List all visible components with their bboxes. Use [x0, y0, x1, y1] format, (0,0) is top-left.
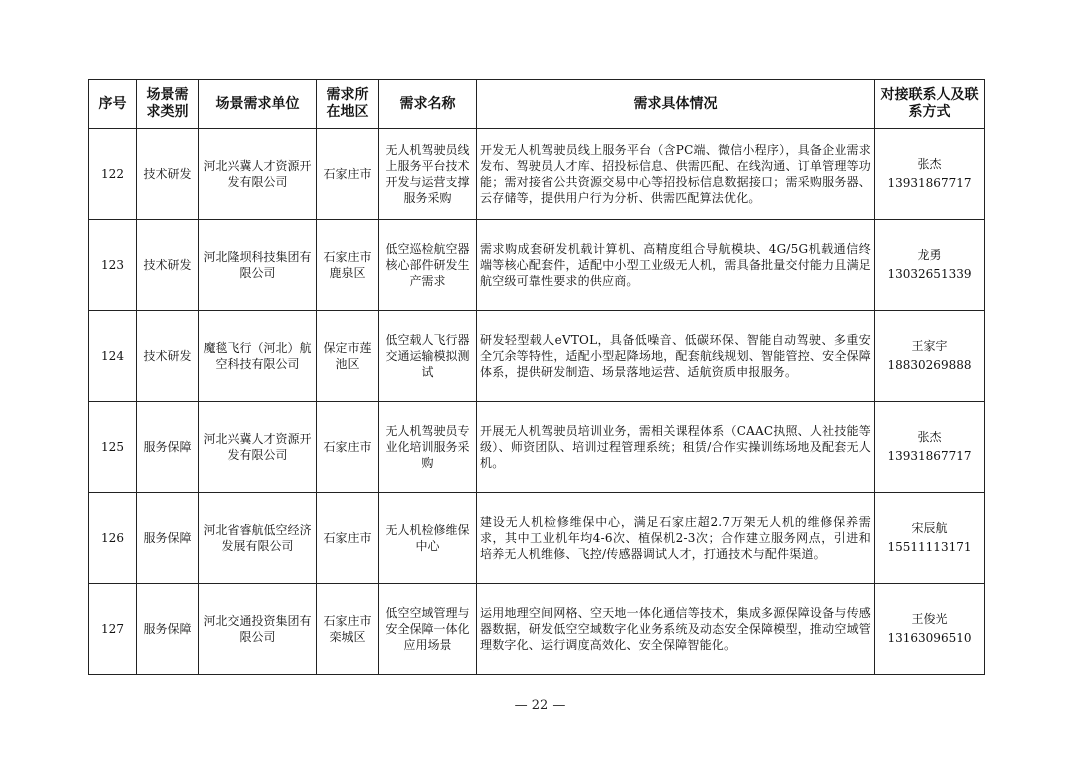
contact-name: 王俊光 — [911, 612, 948, 626]
table-row — [89, 493, 985, 584]
header-unit: 场景需求单位 — [199, 80, 317, 129]
header-category: 场景需求类别 — [137, 80, 199, 129]
page-number: — 22 — — [514, 698, 566, 713]
row-category: 技术研发 — [137, 220, 199, 311]
row-contact — [875, 220, 985, 311]
row-category: 服务保障 — [137, 493, 199, 584]
contact-phone: 13931867717 — [887, 449, 972, 463]
row-detail: 研发轻型载人eVTOL，具备低噪音、低碳环保、智能自动驾驶、多重安全冗余等特性，适配小型起降场地，配套航线规划、智能管控、安全保障体系，提供研发制造、场景落地运营、适航资质申报服务。 — [477, 311, 875, 402]
header-name: 需求名称 — [379, 80, 477, 129]
requirements-table-container — [88, 79, 984, 675]
row-contact — [875, 584, 985, 675]
row-name: 低空载人飞行器交通运输模拟测试 — [379, 311, 477, 402]
contact-name: 宋辰航 — [911, 521, 948, 535]
requirements-table — [88, 79, 985, 675]
row-no: 125 — [89, 402, 137, 493]
row-no: 123 — [89, 220, 137, 311]
row-category: 服务保障 — [137, 584, 199, 675]
row-name: 无人机驾驶员线上服务平台技术开发与运营支撑服务采购 — [379, 129, 477, 220]
contact-phone: 13163096510 — [887, 631, 972, 645]
contact-name: 王家宇 — [911, 339, 948, 353]
row-name: 无人机驾驶员专业化培训服务采购 — [379, 402, 477, 493]
contact-phone: 18830269888 — [887, 358, 972, 372]
row-contact — [875, 311, 985, 402]
row-category: 服务保障 — [137, 402, 199, 493]
contact-phone: 15511113171 — [887, 540, 972, 554]
contact-phone: 13931867717 — [887, 176, 972, 190]
row-region: 石家庄市 — [317, 129, 379, 220]
table-row — [89, 220, 985, 311]
header-no: 序号 — [89, 80, 137, 129]
row-unit: 河北隆坝科技集团有限公司 — [199, 220, 317, 311]
row-contact — [875, 493, 985, 584]
header-region: 需求所在地区 — [317, 80, 379, 129]
row-unit: 河北交通投资集团有限公司 — [199, 584, 317, 675]
row-category: 技术研发 — [137, 129, 199, 220]
row-unit: 魔毯飞行（河北）航空科技有限公司 — [199, 311, 317, 402]
row-detail: 运用地理空间网格、空天地一体化通信等技术，集成多源保障设备与传感器数据，研发低空空域数字化业务系统及动态安全保障模型，推动空域管理数字化、运行调度高效化、安全保障智能化。 — [477, 584, 875, 675]
table-row — [89, 402, 985, 493]
row-unit: 河北兴冀人才资源开发有限公司 — [199, 402, 317, 493]
row-region: 石家庄市鹿泉区 — [317, 220, 379, 311]
row-detail: 需求购成套研发机载计算机、高精度组合导航模块、4G/5G机载通信终端等核心配套件，适配中小型工业级无人机，需具备批量交付能力且满足航空级可靠性要求的供应商。 — [477, 220, 875, 311]
row-name: 无人机检修维保中心 — [379, 493, 477, 584]
contact-phone: 13032651339 — [887, 267, 972, 281]
row-no: 127 — [89, 584, 137, 675]
table-row — [89, 311, 985, 402]
contact-name: 张杰 — [917, 430, 942, 444]
contact-name: 龙勇 — [917, 248, 942, 262]
row-detail: 建设无人机检修维保中心，满足石家庄超2.7万架无人机的维修保养需求，其中工业机年均4-6次、植保机2-3次；合作建立服务网点，引进和培养无人机维修、飞控/传感器调试人才，打通技术与配件渠道。 — [477, 493, 875, 584]
row-detail: 开发无人机驾驶员线上服务平台（含PC端、微信小程序），具备企业需求发布、驾驶员人才库、招投标信息、供需匹配、在线沟通、订单管理等功能；需对接省公共资源交易中心等招投标信息数据接口；需采购服务器、云存储等，提供用户行为分析、供需匹配算法优化。 — [477, 129, 875, 220]
header-contact: 对接联系人及联系方式 — [875, 80, 985, 129]
row-region: 保定市莲池区 — [317, 311, 379, 402]
row-region: 石家庄市 — [317, 402, 379, 493]
row-contact — [875, 402, 985, 493]
contact-name: 张杰 — [917, 157, 942, 171]
row-unit: 河北省睿航低空经济发展有限公司 — [199, 493, 317, 584]
row-contact — [875, 129, 985, 220]
row-category: 技术研发 — [137, 311, 199, 402]
table-header-row — [89, 80, 985, 129]
row-name: 低空空域管理与安全保障一体化应用场景 — [379, 584, 477, 675]
row-no: 122 — [89, 129, 137, 220]
table-row — [89, 584, 985, 675]
header-detail: 需求具体情况 — [477, 80, 875, 129]
table-row — [89, 129, 985, 220]
row-name: 低空巡检航空器核心部件研发生产需求 — [379, 220, 477, 311]
row-region: 石家庄市栾城区 — [317, 584, 379, 675]
row-no: 126 — [89, 493, 137, 584]
row-unit: 河北兴冀人才资源开发有限公司 — [199, 129, 317, 220]
row-region: 石家庄市 — [317, 493, 379, 584]
row-detail: 开展无人机驾驶员培训业务，需相关课程体系（CAAC执照、人社技能等级）、师资团队、培训过程管理系统；租赁/合作实操训练场地及配套无人机。 — [477, 402, 875, 493]
row-no: 124 — [89, 311, 137, 402]
